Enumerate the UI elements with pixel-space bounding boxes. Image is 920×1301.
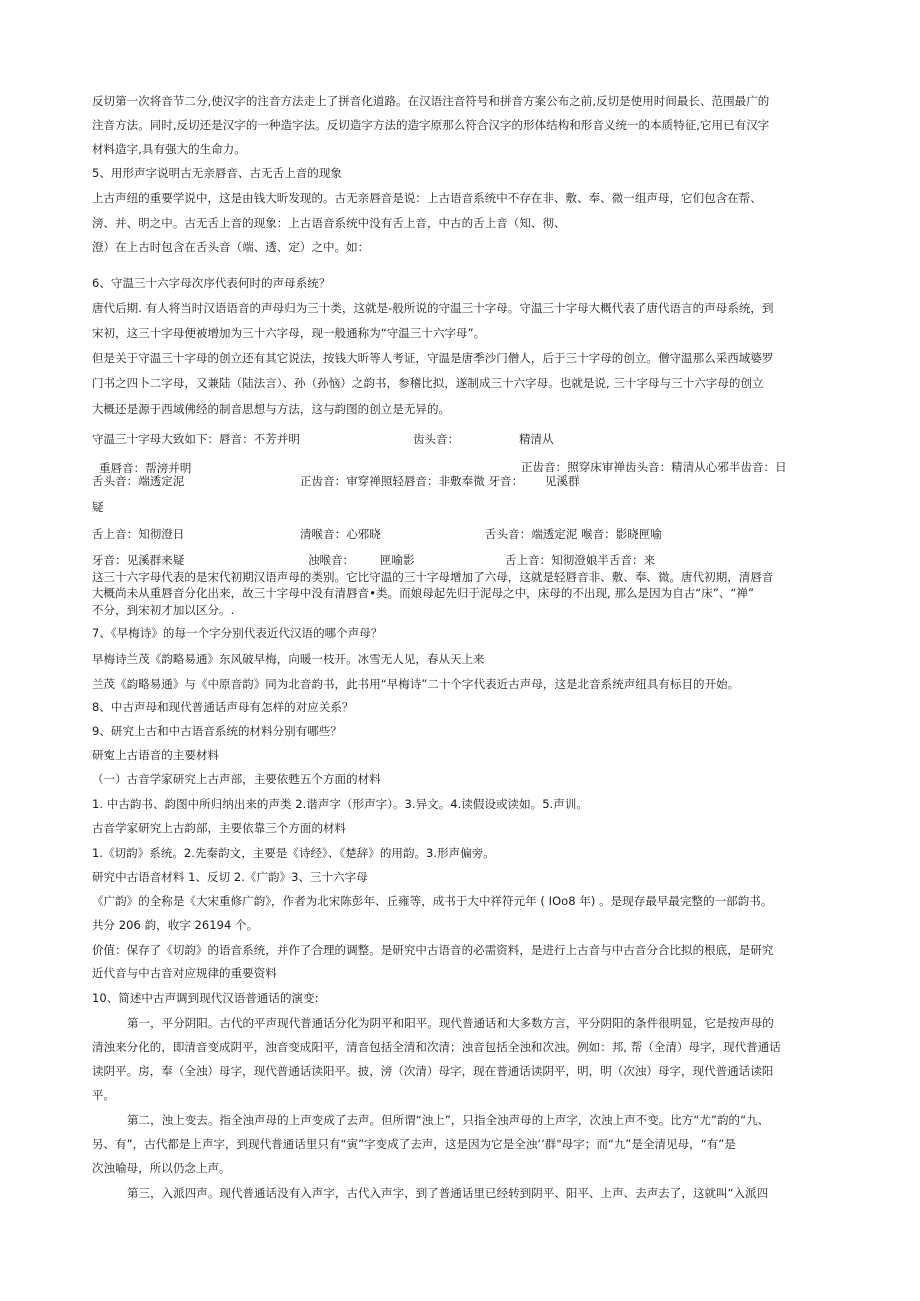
paragraph-line: 反切第一次将音节二分,使汉字的注音方法走上了拼音化道路。在汉语注音符号和拼音方案公布之前,反切是使用时间最长、范围最广的	[92, 94, 770, 108]
question-heading: 10、简述中古声调到现代汉语普通话的演变:	[92, 991, 319, 1005]
initials-table-cell: 浊喉音：	[308, 553, 355, 567]
paragraph-line: 《广韵》的全称是《大宋重修广韵》，作者为北宋陈彭年、丘雍等，成书于大中祥符元年 ( IOo8 年) 。是现存最早最完整的一部韵书。	[92, 894, 773, 908]
initials-table-cell: 舌头音：端透定泥	[92, 474, 185, 488]
initials-table-cell: 正齿音：照穿床审禅齿头音：精清从心邪半齿音：日	[521, 460, 787, 474]
paragraph-line: 清浊来分化的，即清音变成阴平，浊音变成阳平，清音包括全清和次清；浊音包括全浊和次浊。例如：邦, 帮（全清）母字，现代普通话	[92, 1040, 781, 1054]
initials-table-cell: 守温三十字母大致如下：唇音：不芳并明	[92, 432, 300, 446]
paragraph-line: 读阴平。房，奉（全浊）母字，现代普通话读阳平。披，滂（次清）母字，现在普通话读阴平，明，明（次浊）母字，现代普通话读阳	[92, 1064, 774, 1078]
initials-table-cell: 齿头音：	[413, 432, 460, 446]
paragraph-line: 另、有”，古代都是上声字，到现代普通话里只有“寅”字变成了去声，这是因为它是全浊‘’群"母字；而“九”是全清见母，“有”是	[92, 1137, 736, 1151]
paragraph-line: 上古声纽的重要学说中，这是由钱大昕发现的。古无亲唇音是说：上古语音系统中不存在非、敷、奉、微一组声母，它们包含在帮、	[92, 191, 762, 205]
paragraph-line: 兰茂《韵略易通》与《中原音韵》同为北音韵书，此书用“早梅诗”二十个字代表近古声母，这是北音系统声纽具有标目的开始。	[92, 677, 740, 691]
paragraph-line: 1. 中古韵书、韵图中所归纳出来的声类 2.谐声字（形声字）。3.异文。4.读假设或读如。5.声训。	[92, 797, 588, 811]
initials-table-cell: 牙音：见溪群来疑	[92, 553, 185, 567]
paragraph-line: 早梅诗兰茂《韵略易通》东风破早梅，向暖一枝开。冰雪无人见，春从天上来	[92, 652, 485, 666]
paragraph-line: （一）古音学家研究上古声部，主要依甦五个方面的材料	[92, 772, 381, 786]
initials-table-cell: 重唇音：帮滂并明	[99, 461, 192, 475]
question-heading: 5、用形声字说明古无亲唇音、古无舌上音的现象	[92, 166, 342, 180]
paragraph-line: 注音方法。同时,反切还是汉字的一种造字法。反切造字方法的造字原那么符合汉字的形体结构和形音义统一的本质特征,它用已有汉字	[92, 118, 770, 132]
paragraph-line: 大概还是源于西域佛经的制音思想与方法，这与韵图的创立是无异的。	[92, 402, 451, 416]
initials-table-cell: 见溪群	[545, 474, 580, 488]
paragraph-line: 宋初，这三十字母便被增加为三十六字母，现一般通称为“守温三十六字母”。	[92, 326, 486, 340]
initials-table-cell: 清喉音：心邪晓	[300, 527, 381, 541]
question-heading: 6、守温三十六字母次序代表何时的声母系统？	[92, 276, 331, 290]
paragraph-line: 共分 206 韵，收字 26194 个。	[92, 918, 259, 932]
initials-table-cell: 正齿音：审穿禅照轻唇音：非敷奉微 牙音：	[300, 474, 524, 488]
paragraph-line: 平。	[92, 1088, 116, 1102]
paragraph-line: 次浊喻母，所以仍念上声。	[92, 1161, 231, 1175]
paragraph-line: 第一，平分阴阳。古代的平声现代普通话分化为阴平和阳平。现代普通话和大多数方言，平分阴阳的条件很明显，它是按声母的	[127, 1016, 774, 1030]
initials-table-cell: 疑	[92, 500, 104, 514]
paragraph-line: 近代音与中古音对应规律的重要资料	[92, 966, 277, 980]
paragraph-line: 澄）在上古时包含在舌头音（端、透、定）之中。如：	[92, 240, 370, 254]
initials-table-cell: 舌上音：知彻澄娘半舌音：来	[505, 553, 656, 567]
initials-table-cell: 精清从	[519, 432, 554, 446]
paragraph-line: 第二，浊上变去。指全浊声母的上声变成了去声。但所谓“浊上”，只指全浊声母的上声字，次浊上声不变。比方“尤”韵的“九、	[127, 1113, 770, 1127]
paragraph-line: 不分，到宋初才加以区分。.	[92, 603, 235, 617]
paragraph-line: 门书之四卜二字母，又兼陆（陆法言）、孙（孙恼）之韵书，参稽比拟，遂制成三十六字母。也就是说, 三十字母与三十六字母的创立	[92, 376, 764, 390]
question-heading: 8、中古声母和现代普通话声母有怎样的对应关系？	[92, 700, 354, 714]
paragraph-line: 但是关于守温三十字母的创立还有其它说法，按钱大昕等人考证，守温是唐季沙门僧人，后于三十字母的创立。僧守温那么采西域婆罗	[92, 351, 774, 365]
initials-table-cell: 舌上音：知彻澄日	[92, 527, 185, 541]
question-heading: 9、研究上古和中古语音系统的材料分别有哪些？	[92, 724, 342, 738]
paragraph-line: 大概尚未从重唇音分化出来，故三十字母中没有清唇音•类。而娘母起先归于泥母之中，床母的不出现, 那么是因为自古“床”、“禅”	[92, 586, 754, 600]
paragraph-line: 第三，入派四声。现代普通话没有入声字，古代入声字，到了普通话里已经转到阴平、阳平、上声、去声去了，这就叫“入派四	[127, 1186, 769, 1200]
paragraph-line: 唐代后期. 有人将当时汉语语音的声母归为三十类，这就是-般所说的守温三十字母。守温三十字母大概代表了唐代语言的声母系统，到	[92, 301, 774, 315]
paragraph-line: 价值：保存了《切韵》的语音系统，并作了合理的调整。是研究中古语音的必需资料，是进行上古音与中古音分合比拟的根底，是研究	[92, 943, 774, 957]
paragraph-line: 研究中古语音材料 1、反切 2.《广韵》3、三十六字母	[92, 870, 368, 884]
paragraph-line: 这三十六字母代表的是宋代初期汉语声母的类别。它比守温的三十字母增加了六母，这就是轻唇音非、敷、奉、微。唐代初期，清唇音	[92, 570, 774, 584]
initials-table-cell: 匣喻影	[380, 553, 415, 567]
paragraph-line: 1.《切韵》系统。2.先秦韵文，主要是《诗经》、《楚辞》的用韵。3.形声偏旁。	[92, 846, 495, 860]
paragraph-line: 材料造字,具有强大的生命力。	[92, 142, 246, 156]
question-heading: 7、《早梅诗》的每一个字分别代表近代汉语的哪个声母？	[92, 626, 383, 640]
section-heading: 研寃上古语音的主要材料	[92, 748, 220, 762]
paragraph-line: 古音学家研究上古韵部，主要依靠三个方面的材料	[92, 821, 347, 835]
initials-table-cell: 舌头音：端透定泥 喉音：影晓匣喻	[485, 527, 662, 541]
paragraph-line: 滂、并、明之中。古无舌上音的现象：上古语音系统中没有舌上音，中古的舌上音（知、彻、	[92, 216, 566, 230]
